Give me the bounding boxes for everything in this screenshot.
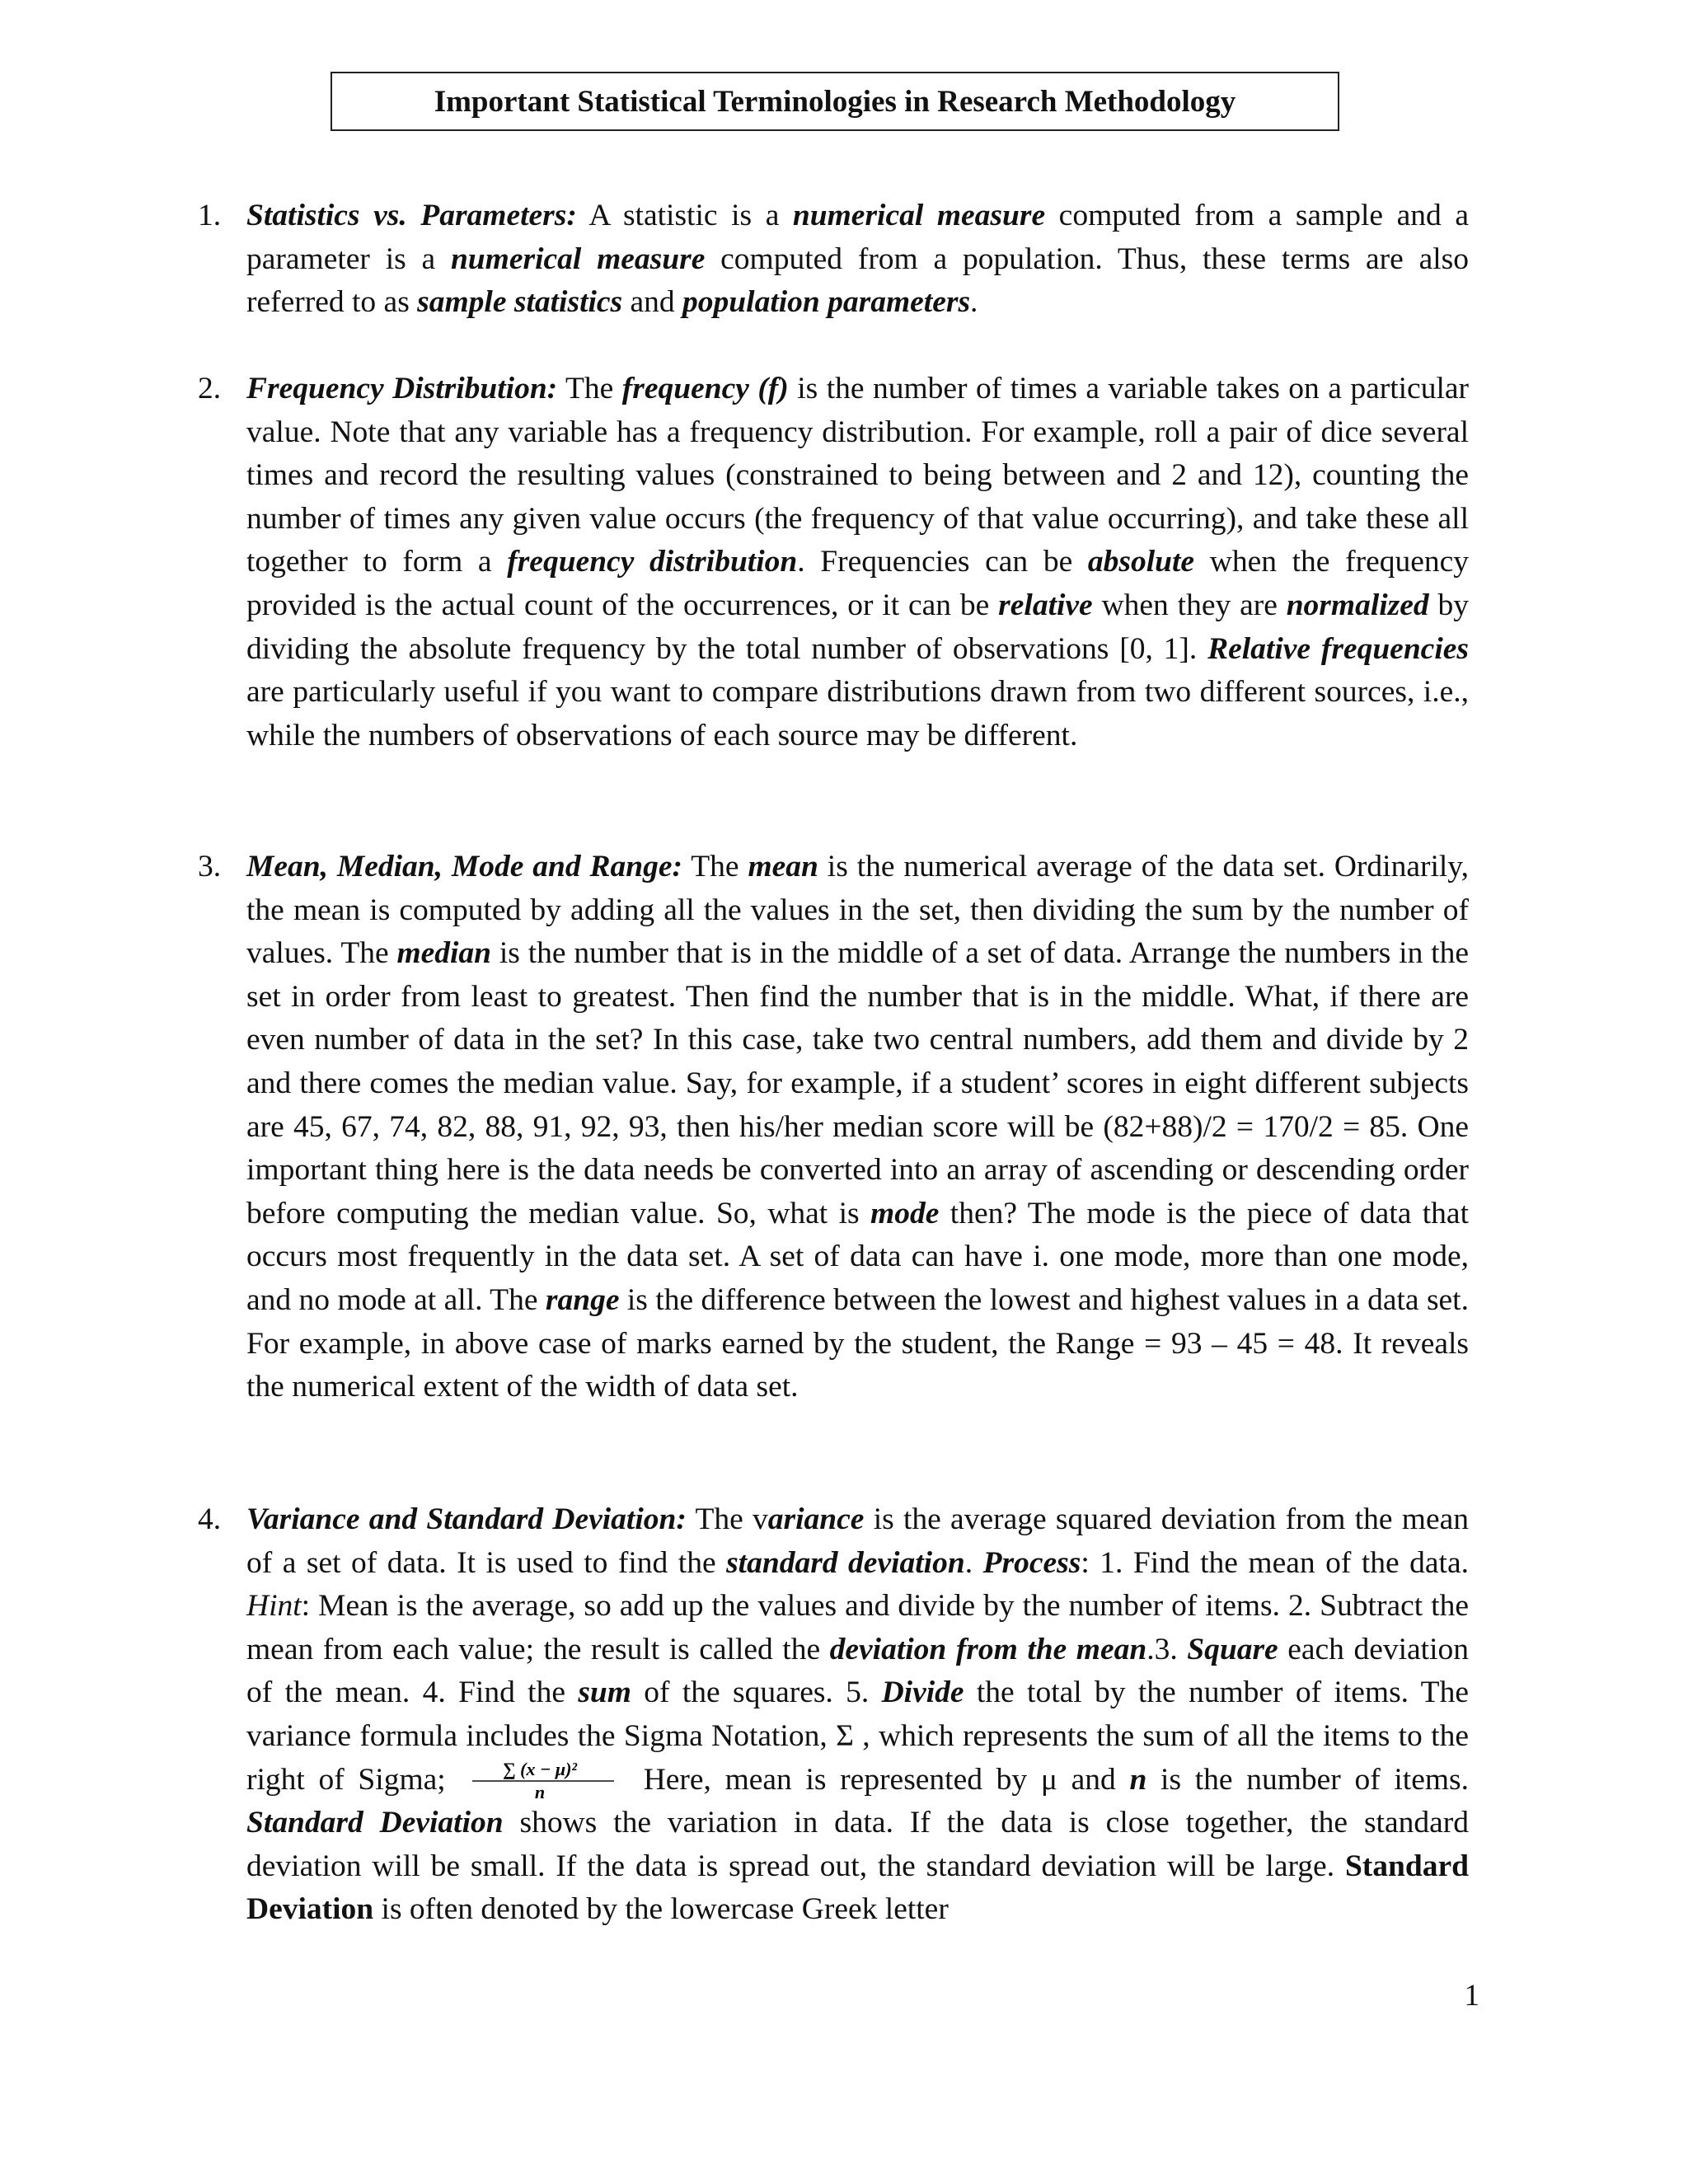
term: Divide bbox=[881, 1675, 964, 1710]
term: relative bbox=[998, 588, 1093, 622]
term: numerical measure bbox=[450, 241, 706, 276]
term: frequency (f) bbox=[621, 372, 789, 405]
term: Square bbox=[1187, 1632, 1278, 1666]
document-title bbox=[331, 72, 1339, 131]
document-title-text: Important Statistical Terminologies in Research Methodology bbox=[434, 84, 1236, 119]
term: sample statistics bbox=[417, 285, 623, 320]
page-number: 1 bbox=[1464, 1979, 1479, 2013]
section-number: 1. bbox=[198, 199, 222, 232]
section-heading: Statistics vs. Parameters: bbox=[246, 199, 577, 232]
section-heading: Mean, Median, Mode and Range: bbox=[246, 850, 683, 883]
section-number: 3. bbox=[198, 850, 222, 883]
term: standard deviation bbox=[726, 1545, 965, 1580]
term: sum bbox=[578, 1675, 631, 1710]
term: mean bbox=[748, 850, 818, 883]
term: normalized bbox=[1286, 588, 1429, 622]
section-heading: Frequency Distribution: bbox=[246, 372, 558, 405]
term: range bbox=[545, 1282, 620, 1317]
term: ariance bbox=[767, 1502, 865, 1536]
term: deviation from the mean bbox=[829, 1632, 1147, 1666]
section-frequency-distribution bbox=[198, 368, 1469, 757]
formula-denominator: n bbox=[534, 1781, 545, 1802]
term: absolute bbox=[1087, 545, 1195, 579]
section-paragraph: Mean, Median, Mode and Range: The mean is the numerical average of the data set. Ordinarily, the mean is computed by adding all the values in the set, then dividing the sum by the number of values. The median is the number that is in the middle of a set of data. Arrange the numbers in the set in order from least to greatest. Then find the number that is in the middle. What, if there are even number of data in the set? In this case, take two central numbers, add them and divide by 2 and there comes the median value. Say, for example, if a student’ scores in eight different subjects are 45, 67, 74, 82, 88, 91, 92, 93, then his/her median score will be (82+88)/2 = 170/2 = 85. One important thing here is the data needs be converted into an array of ascending or descending order before computing the median value. So, what is mode then? The mode is the piece of data that occurs most frequently in the data set. A set of data can have i. one mode, more than one mode, and no mode at all. The range is the difference between the lowest and highest values in a data set. For example, in above case of marks earned by the student, the Range = 93 – 45 = 48. It reveals the numerical extent of the width of data set. bbox=[246, 850, 1469, 1404]
term: n bbox=[1129, 1762, 1147, 1797]
variance-formula bbox=[469, 1759, 617, 1802]
term: population parameters bbox=[682, 285, 971, 320]
section-paragraph: Statistics vs. Parameters: A statistic is a numerical measure computed from a sample and a parameter is a numerical measure computed from a population. Thus, these terms are also referred to as sample statistics and population parameters. bbox=[246, 199, 1469, 320]
term: median bbox=[396, 936, 492, 971]
section-number: 4. bbox=[198, 1502, 222, 1536]
term: numerical measure bbox=[792, 199, 1046, 232]
section-heading: Variance and Standard Deviation: bbox=[246, 1502, 687, 1536]
term: Process bbox=[982, 1545, 1081, 1580]
term: Standard Deviation bbox=[246, 1806, 504, 1840]
section-mean-median-mode-range bbox=[198, 846, 1469, 1409]
term: Hint bbox=[246, 1589, 302, 1624]
section-number: 2. bbox=[198, 372, 222, 405]
section-paragraph: Variance and Standard Deviation: The variance is the average squared deviation from the mean of a set of data. It is used to find the standard deviation. Process: 1. Find the mean of the data. Hint: Mean is the average, so add up the values and divide by the number of items. 2. Subtract the mean from each value; the result is called the deviation from the mean.3. Square each deviation of the mean. 4. Find the sum of the squares. 5. Divide the total by the number of items. The variance formula includes the Sigma Notation, Σ , which represents the sum of all the items to the right of Sigma; ∑ (x − μ)² n Here, mean is represented by μ and n is the number of items. Standard Deviation shows the variation in data. If the data is close together, the standard deviation will be small. If the data is spread out, the standard deviation will be large. Standard Deviation is often denoted by the lowercase Greek letter bbox=[246, 1502, 1470, 1927]
section-statistics-vs-parameters bbox=[198, 194, 1469, 325]
term: mode bbox=[870, 1196, 940, 1230]
term: Standard Deviation bbox=[246, 1849, 1469, 1927]
section-paragraph: Frequency Distribution: The frequency (f) is the number of times a variable takes on a particular value. Note that any variable has a frequency distribution. For example, roll a pair of dice several times and record the resulting values (constrained to being between and 2 and 12), counting the number of times any given value occurs (the frequency of that value occurring), and take these all together to form a frequency distribution. Frequencies can be absolute when the frequency provided is the actual count of the occurrences, or it can be relative when they are normalized by dividing the absolute frequency by the total number of observations [0, 1]. Relative frequencies are particularly useful if you want to compare distributions drawn from two different sources, i.e., while the numbers of observations of each source may be different. bbox=[246, 372, 1470, 752]
term: Relative frequencies bbox=[1207, 631, 1469, 666]
term: frequency distribution bbox=[507, 545, 798, 579]
formula-numerator: ∑ (x − μ)² bbox=[502, 1758, 577, 1779]
section-variance-standard-deviation bbox=[198, 1498, 1469, 1932]
